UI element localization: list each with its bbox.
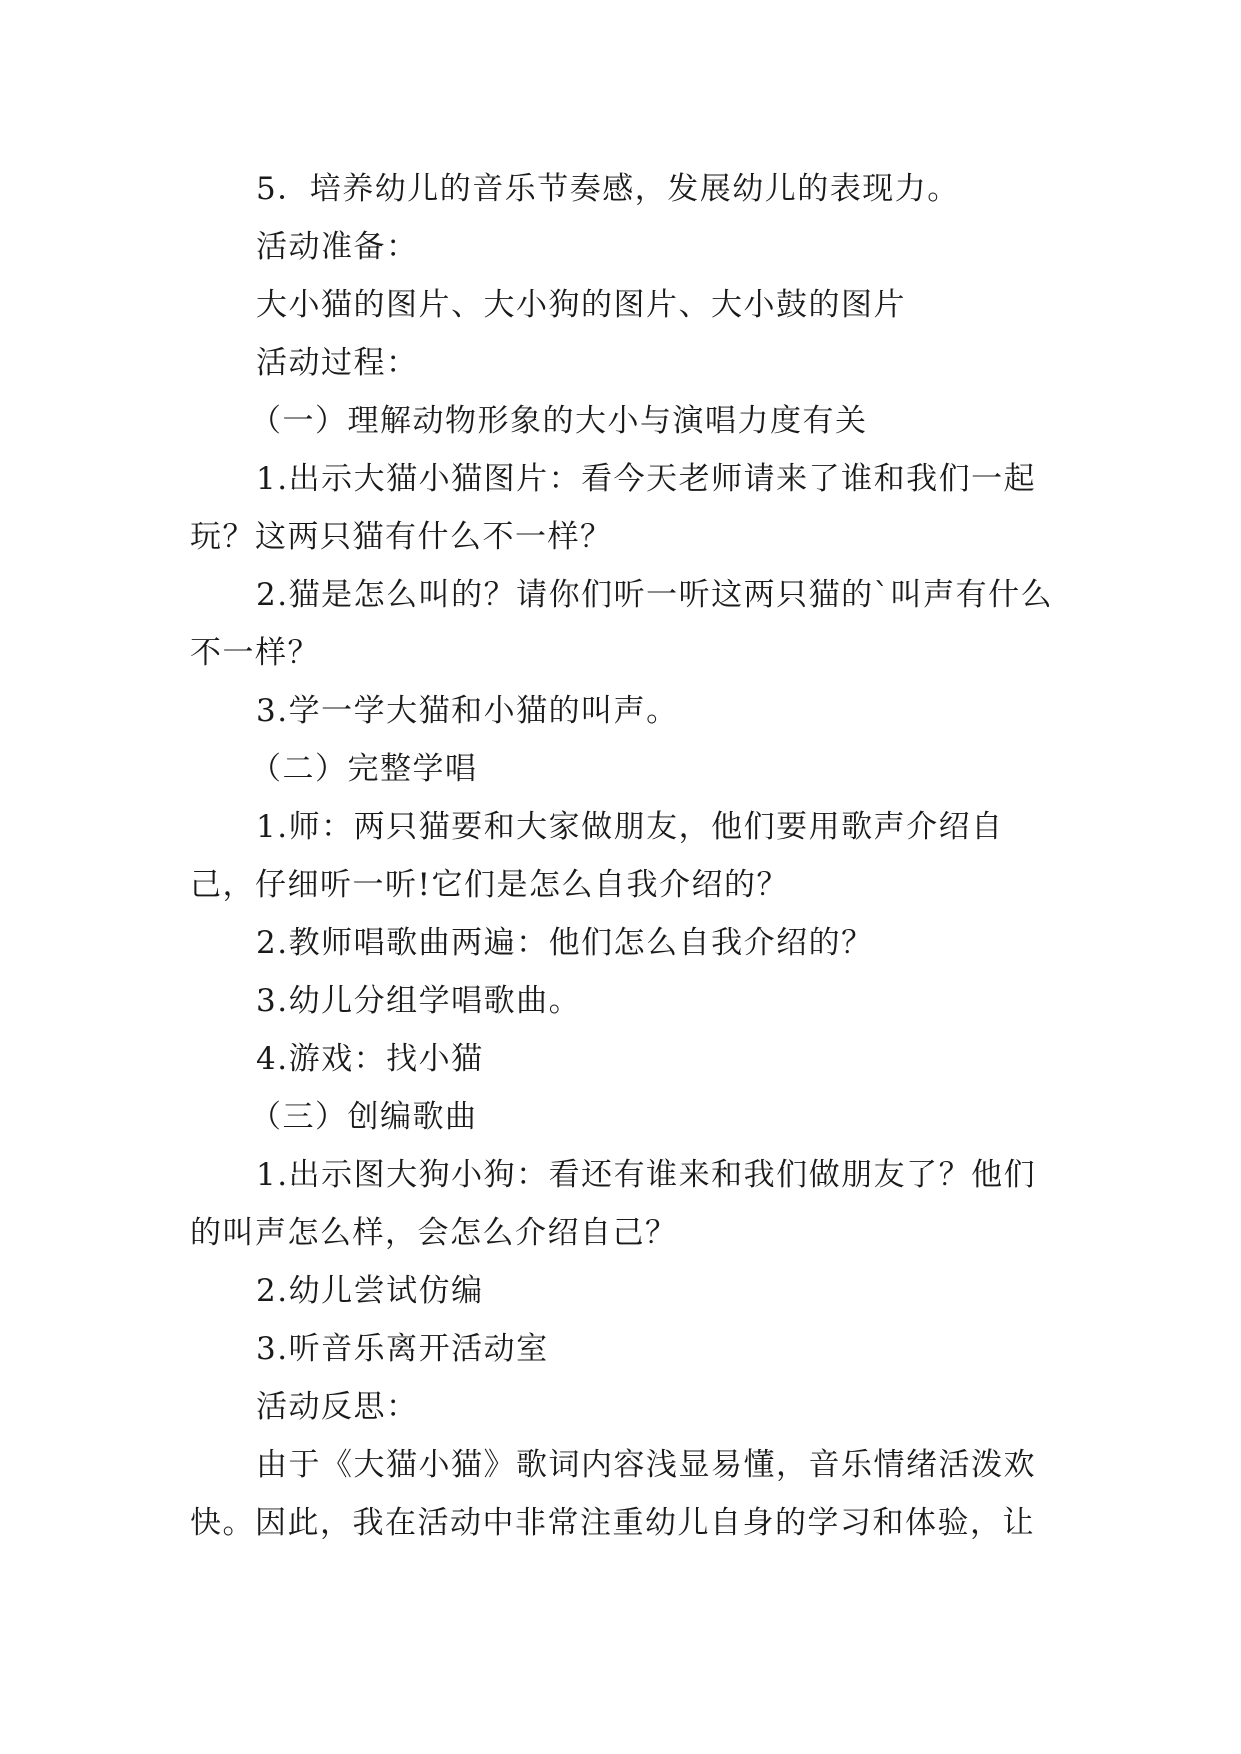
document-body	[190, 160, 1055, 1552]
section-heading-2: （二）完整学唱	[250, 751, 478, 787]
paragraph-step: 4.游戏：找小猫	[256, 1041, 484, 1077]
section-heading-1: （一）理解动物形象的大小与演唱力度有关	[250, 403, 868, 439]
section-heading-3: （三）创编歌曲	[250, 1099, 478, 1135]
paragraph-step: 1.出示图大狗小狗：看还有谁来和我们做朋友了？他们的叫声怎么样，会怎么介绍自己？	[190, 1157, 1037, 1251]
paragraph-materials: 大小猫的图片、大小狗的图片、大小鼓的图片	[256, 287, 906, 323]
paragraph-step: 2.幼儿尝试仿编	[256, 1273, 484, 1309]
paragraph-step: 3.学一学大猫和小猫的叫声。	[256, 693, 679, 729]
heading-preparation: 活动准备：	[256, 229, 419, 265]
paragraph-reflection: 由于《大猫小猫》歌词内容浅显易懂，音乐情绪活泼欢快。因此，我在活动中非常注重幼儿自身的学习和体验，让	[190, 1447, 1036, 1541]
paragraph-step: 2.猫是怎么叫的？请你们听一听这两只猫的`叫声有什么不一样？	[190, 577, 1054, 671]
paragraph-step: 1.师：两只猫要和大家做朋友，他们要用歌声介绍自己，仔细听一听!它们是怎么自我介绍的？	[190, 809, 1004, 903]
heading-reflection: 活动反思：	[256, 1389, 419, 1425]
paragraph-goal-5: 5．培养幼儿的音乐节奏感，发展幼儿的表现力。	[256, 171, 960, 207]
paragraph-step: 2.教师唱歌曲两遍：他们怎么自我介绍的？	[256, 925, 874, 961]
paragraph-step: 1.出示大猫小猫图片：看今天老师请来了谁和我们一起玩？这两只猫有什么不一样？	[190, 461, 1037, 555]
paragraph-step: 3.幼儿分组学唱歌曲。	[256, 983, 582, 1019]
heading-process: 活动过程：	[256, 345, 419, 381]
paragraph-step: 3.听音乐离开活动室	[256, 1331, 549, 1367]
